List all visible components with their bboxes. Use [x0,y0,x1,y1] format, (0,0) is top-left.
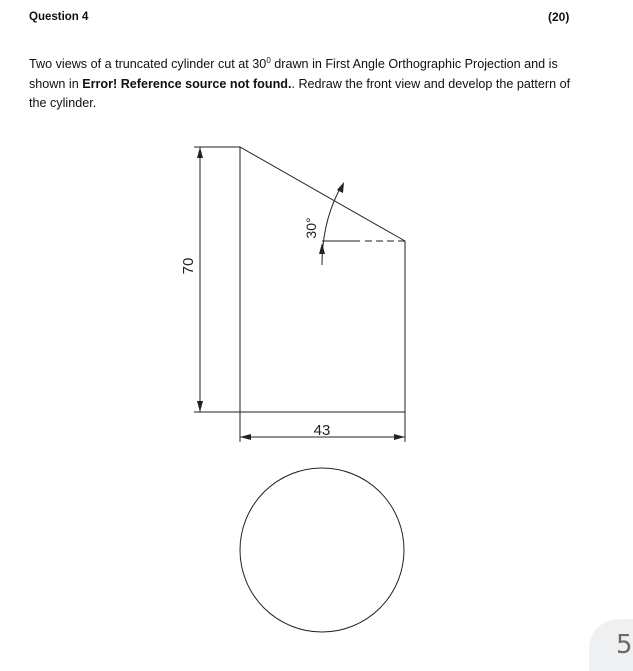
arrow-width-right [394,434,405,440]
degree-superscript: 0 [266,55,271,65]
front-view-outline [240,147,405,412]
question-text-part3: . Redraw the front view and develop the pattern of the cylinder. [29,76,571,110]
angle-arc [322,185,342,265]
question-text-part1: Two views of a truncated cylinder cut at 30 [29,57,267,71]
width-dimension-label: 43 [313,422,331,439]
question-text-part2: drawn in First Angle Orthographic Projection and is shown in [29,57,558,91]
page-number: 5 [616,630,633,660]
top-view-circle [240,468,404,632]
error-reference-text: Error! Reference source not found. [82,76,292,91]
height-dimension-label: 70 [180,257,197,275]
arrow-height-top [197,147,203,158]
arrow-angle-lower [319,243,325,254]
angle-dimension-label: 30° [303,217,319,239]
question-marks: (20) [548,10,570,24]
arrow-width-left [240,434,251,440]
arrow-height-bottom [197,401,203,412]
question-title: Question 4 [29,11,89,23]
